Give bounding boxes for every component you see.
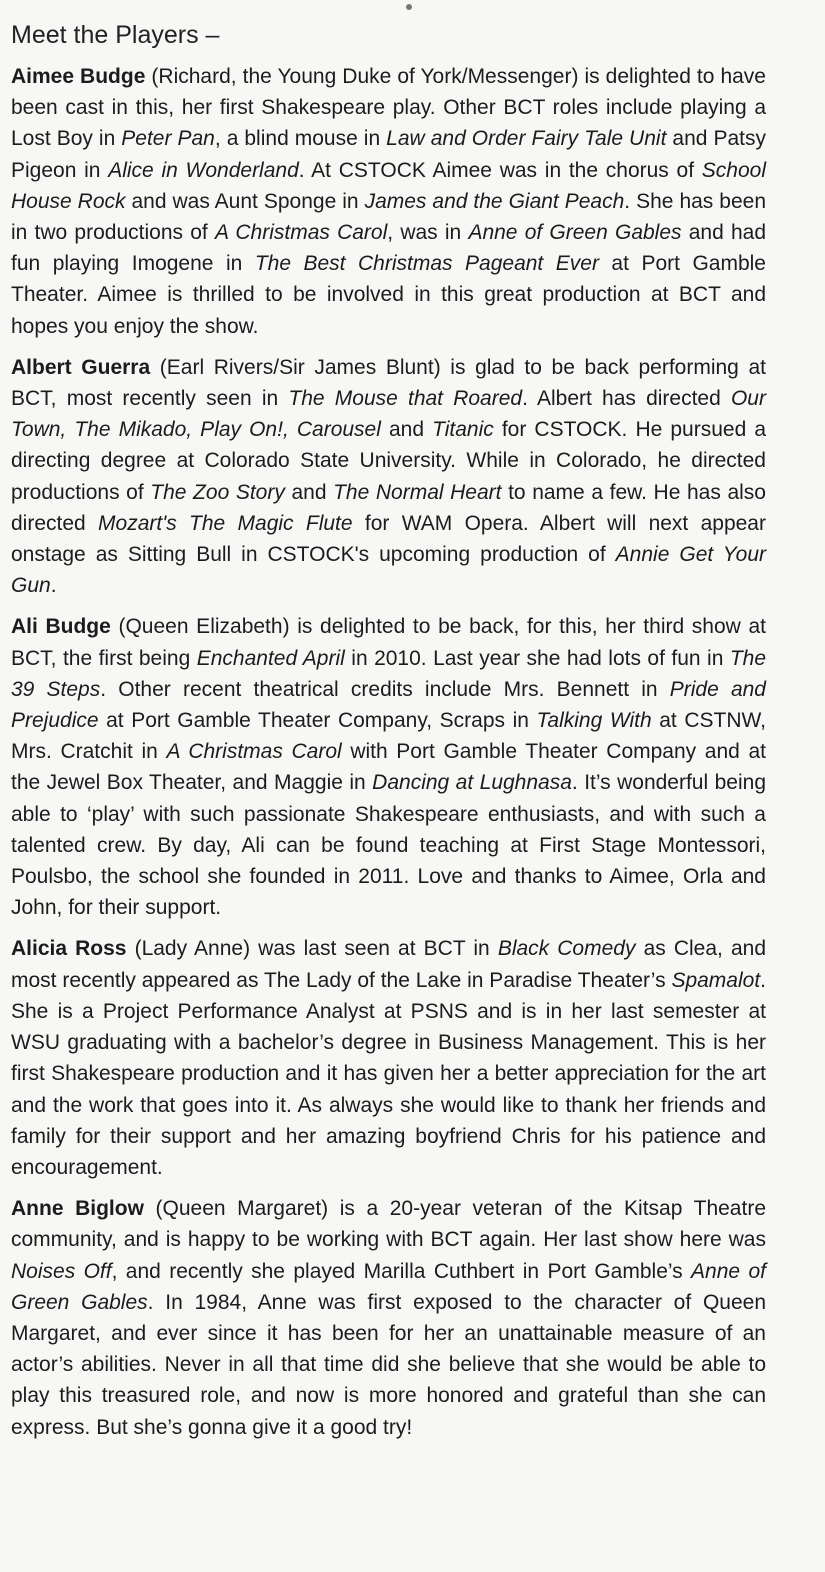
bio-text: at CSTNW, Mrs. Cratchit in: [11, 709, 766, 764]
production-title: Pride and Prejudice: [11, 677, 766, 733]
production-title: Spamalot: [671, 968, 761, 992]
bio-list: [11, 61, 766, 1453]
production-title: Dancing at Lughnasa: [372, 771, 572, 795]
bio-text: (Earl Rivers/Sir James Blunt) is glad to be back performing at BCT, most recently seen in: [11, 355, 766, 411]
production-title: The 39 Steps: [11, 646, 767, 701]
bio-text: and had fun playing Imogene in: [11, 221, 767, 276]
bio-text: .: [50, 574, 57, 598]
production-title: Anne of Green Gables: [468, 221, 682, 245]
page-heading: Meet the Players –: [11, 21, 220, 49]
bio-text: . Albert has directed: [522, 387, 731, 411]
bio-text: . She has been in two productions of: [11, 189, 766, 245]
bio-text: in 2010. Last year she had lots of fun in: [344, 646, 730, 670]
bio-text: at Port Gamble Theater. Aimee is thrilled to be involved in this great production at BCT and hopes you enjoy the show.: [11, 252, 766, 338]
production-title: Mozart's The Magic Flute: [98, 511, 353, 535]
production-title: Talking With: [536, 709, 652, 733]
bio-text: as Clea, and most recently appeared as The Lady of the Lake in Paradise Theater’s: [11, 937, 766, 992]
bio-text: , was in: [387, 221, 469, 245]
bio-text: (Richard, the Young Duke of York/Messenger) is delighted to have been cast in this, her first Shakespeare play. Other BCT roles include playing a Lost Boy in: [11, 65, 766, 151]
production-title: Alice in Wonderland: [108, 158, 299, 182]
bio-paragraph: [11, 933, 766, 1183]
production-title: School House Rock: [11, 158, 767, 213]
production-title: Annie Get Your Gun: [11, 543, 766, 598]
production-title: The Zoo Story: [150, 480, 285, 504]
bio-text: with Port Gamble Theater Company and at the Jewel Box Theater, and Maggie in: [11, 740, 766, 795]
bio-text: (Queen Elizabeth) is delighted to be back, for this, her third show at BCT, the first being: [11, 615, 766, 670]
bio-paragraph: [11, 352, 766, 602]
punch-mark: [406, 4, 412, 10]
production-title: Peter Pan: [121, 127, 215, 151]
production-title: Enchanted April: [196, 646, 345, 670]
player-name: Ali Budge: [11, 615, 111, 639]
production-title: A Christmas Carol: [214, 221, 388, 245]
production-title: Anne of Green Gables: [11, 1259, 766, 1314]
bio-paragraph: [11, 611, 766, 923]
bio-text: and: [380, 418, 433, 442]
bio-text: for CSTOCK. He pursued a directing degree at Colorado State University. While in Colorado, he directed productions of: [11, 418, 766, 504]
bio-text: (Lady Anne) was last seen at BCT in: [126, 937, 498, 961]
bio-text: . In 1984, Anne was first exposed to the character of Queen Margaret, and ever since it has been for her an unattainable measure of an actor’s abilities. Never in all that time did she believe that she would be able to play this treasured role, and now is more honored and grateful than she can express. But she’s gonna give it a good try!: [11, 1290, 766, 1439]
bio-text: and was Aunt Sponge in: [125, 189, 365, 213]
bio-text: . It’s wonderful being able to ‘play’ with such passionate Shakespeare enthusiasts, and with such a talented crew. By day, Ali can be found teaching at First Stage Montessori, Poulsbo, the school she founded in 2011. Love and thanks to Aimee, Orla and John, for their support.: [11, 771, 766, 920]
production-title: A Christmas Carol: [166, 740, 342, 764]
production-title: The Normal Heart: [333, 480, 502, 504]
bio-text: for WAM Opera. Albert will next appear onstage as Sitting Bull in CSTOCK's upcoming production of: [11, 511, 766, 567]
production-title: The Best Christmas Pageant Ever: [254, 252, 599, 276]
production-title: Our Town, The Mikado, Play On!, Carousel: [11, 387, 766, 442]
bio-text: , a blind mouse in: [214, 127, 387, 151]
production-title: Law and Order Fairy Tale Unit: [386, 127, 667, 151]
player-name: Anne Biglow: [11, 1197, 144, 1221]
bio-text: . At CSTOCK Aimee was in the chorus of: [298, 158, 702, 182]
production-title: The Mouse that Roared: [288, 387, 523, 411]
production-title: Noises Off: [11, 1259, 112, 1283]
production-title: Black Comedy: [497, 937, 636, 961]
bio-text: . Other recent theatrical credits include Mrs. Bennett in: [100, 677, 670, 701]
bio-text: to name a few. He has also directed: [11, 480, 766, 535]
player-name: Alicia Ross: [11, 937, 127, 961]
bio-text: at Port Gamble Theater Company, Scraps in: [98, 709, 537, 733]
production-title: James and the Giant Peach: [364, 189, 625, 213]
player-name: Albert Guerra: [11, 355, 151, 379]
production-title: Titanic: [432, 418, 494, 442]
bio-text: (Queen Margaret) is a 20-year veteran of the Kitsap Theatre community, and is happy to be working with BCT again. Her last show here was: [11, 1197, 766, 1252]
bio-paragraph: [11, 61, 766, 342]
bio-text: and Patsy Pigeon in: [11, 127, 766, 182]
player-name: Aimee Budge: [11, 65, 146, 88]
bio-text: . She is a Project Performance Analyst at PSNS and is in her last semester at WSU graduating with a bachelor’s degree in Business Management. This is her first Shakespeare production and it has given her a better appreciation for the art and the work that goes into it. As always she would like to thank her friends and family for their support and her amazing boyfriend Chris for his patience and encouragement.: [11, 968, 766, 1179]
bio-paragraph: [11, 1193, 766, 1443]
bio-text: , and recently she played Marilla Cuthbert in Port Gamble’s: [111, 1259, 692, 1283]
bio-text: and: [284, 480, 334, 504]
